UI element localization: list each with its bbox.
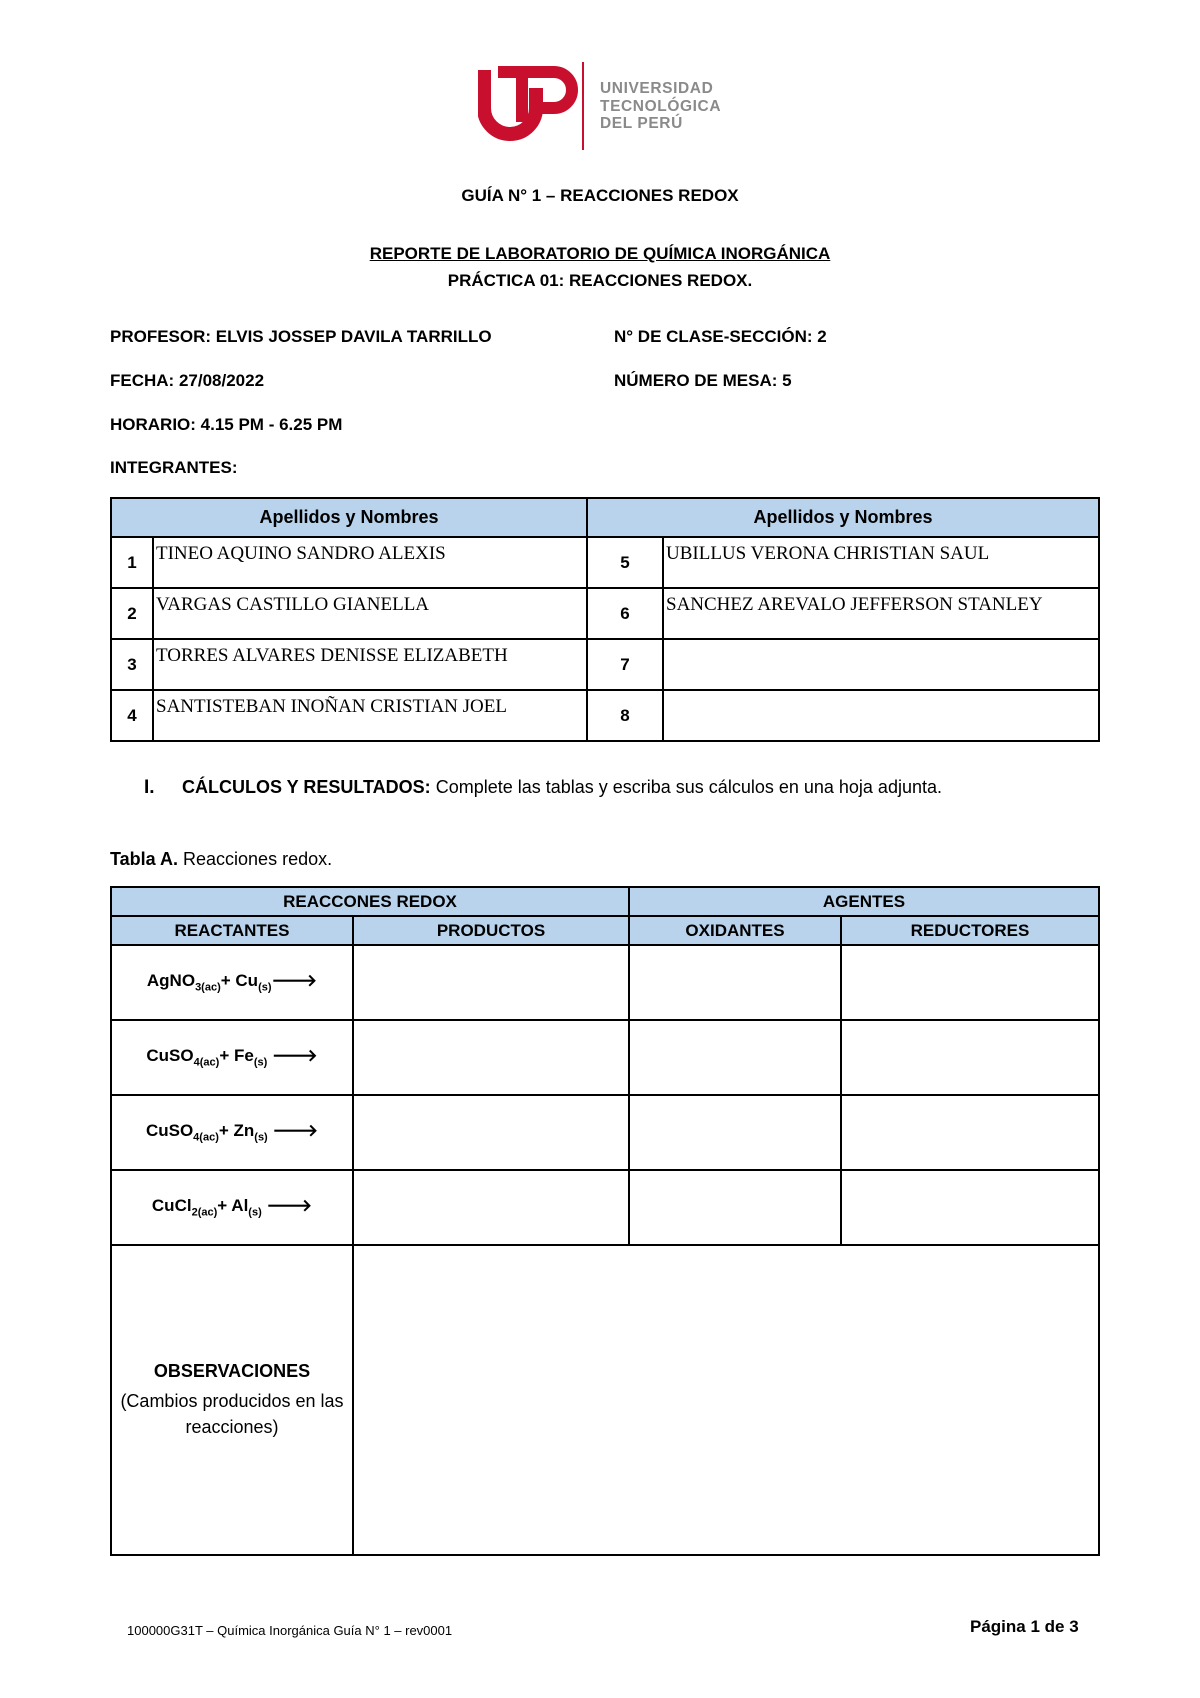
table-row bbox=[111, 1020, 1099, 1095]
reactant-b-sub: (s) bbox=[248, 1206, 262, 1219]
table-row bbox=[111, 690, 1099, 741]
member-name[interactable]: SANCHEZ AREVALO JEFFERSON STANLEY bbox=[663, 588, 1099, 639]
utp-logo-icon bbox=[478, 62, 588, 150]
reactant-b: + Fe bbox=[219, 1046, 254, 1066]
reactant-b-sub: (s) bbox=[258, 981, 272, 994]
section-text: Complete las tablas y escriba sus cálculos en una hoja adjunta. bbox=[430, 777, 942, 797]
section-body bbox=[182, 777, 942, 798]
reaction-reactants bbox=[111, 1020, 353, 1095]
table-a-caption-text: Reacciones redox. bbox=[178, 849, 333, 869]
member-name[interactable]: UBILLUS VERONA CHRISTIAN SAUL bbox=[663, 537, 1099, 588]
col-oxidants: OXIDANTES bbox=[629, 916, 841, 945]
table-row bbox=[111, 1170, 1099, 1245]
arrow-right-icon: 🡒 bbox=[271, 971, 318, 991]
member-number: 8 bbox=[587, 690, 663, 741]
oxidants-cell[interactable] bbox=[629, 1095, 841, 1170]
member-number: 3 bbox=[111, 639, 153, 690]
member-number: 4 bbox=[111, 690, 153, 741]
reactant-a: CuCl bbox=[151, 1196, 192, 1216]
redox-table bbox=[110, 886, 1100, 1556]
products-cell[interactable] bbox=[353, 1020, 629, 1095]
section-title: CÁLCULOS Y RESULTADOS: bbox=[182, 777, 431, 797]
observations-title: OBSERVACIONES bbox=[153, 1360, 311, 1381]
member-number: 7 bbox=[587, 639, 663, 690]
col-products: PRODUCTOS bbox=[353, 916, 629, 945]
arrow-right-icon: 🡒 bbox=[266, 1196, 313, 1216]
reaction-reactants bbox=[111, 945, 353, 1020]
member-number: 1 bbox=[111, 537, 153, 588]
table-row bbox=[111, 639, 1099, 690]
reactant-a-sub: 4(ac) bbox=[193, 1056, 220, 1069]
reactant-a: CuSO bbox=[145, 1121, 194, 1141]
logo-line-1: UNIVERSIDAD bbox=[600, 80, 714, 97]
products-cell[interactable] bbox=[353, 1095, 629, 1170]
table-a-caption bbox=[110, 849, 332, 870]
report-title: REPORTE DE LABORATORIO DE QUÍMICA INORGÁNICA bbox=[369, 244, 831, 263]
utp-logo bbox=[478, 62, 738, 152]
reaction-reactants bbox=[111, 1095, 353, 1170]
redox-group-row bbox=[111, 887, 1099, 916]
reactant-b-sub: (s) bbox=[253, 1056, 268, 1069]
arrow-right-icon: 🡒 bbox=[272, 1046, 318, 1066]
guide-title: GUÍA N° 1 – REACCIONES REDOX bbox=[461, 186, 739, 205]
reducers-cell[interactable] bbox=[841, 1170, 1099, 1245]
reducers-cell[interactable] bbox=[841, 1020, 1099, 1095]
members-header-left: Apellidos y Nombres bbox=[111, 498, 587, 537]
member-name[interactable] bbox=[663, 639, 1099, 690]
products-cell[interactable] bbox=[353, 1170, 629, 1245]
member-name[interactable]: SANTISTEBAN INOÑAN CRISTIAN JOEL bbox=[153, 690, 587, 741]
reactant-b: + Cu bbox=[220, 971, 259, 991]
oxidants-cell[interactable] bbox=[629, 1020, 841, 1095]
oxidants-cell[interactable] bbox=[629, 1170, 841, 1245]
reaction-reactants bbox=[111, 1170, 353, 1245]
section-field: N° DE CLASE-SECCIÓN: 2 bbox=[614, 327, 827, 346]
observations-label bbox=[111, 1245, 353, 1555]
reducers-cell[interactable] bbox=[841, 1095, 1099, 1170]
practice-title: PRÁCTICA 01: REACCIONES REDOX. bbox=[447, 271, 753, 290]
members-header-row bbox=[111, 498, 1099, 537]
observations-note: (Cambios producidos en las reacciones) bbox=[120, 1390, 344, 1437]
member-name[interactable]: VARGAS CASTILLO GIANELLA bbox=[153, 588, 587, 639]
col-reactants: REACTANTES bbox=[111, 916, 353, 945]
reactant-a: CuSO bbox=[146, 1046, 194, 1066]
member-name[interactable]: TORRES ALVARES DENISSE ELIZABETH bbox=[153, 639, 587, 690]
reactant-b: + Al bbox=[217, 1196, 249, 1216]
reactant-a-sub: 2(ac) bbox=[191, 1206, 218, 1219]
footer-doc-code: 100000G31T – Química Inorgánica Guía N° 1 – rev0001 bbox=[127, 1623, 453, 1638]
table-row bbox=[111, 1095, 1099, 1170]
group-agents: AGENTES bbox=[629, 887, 1099, 916]
products-cell[interactable] bbox=[353, 945, 629, 1020]
professor-field: PROFESOR: ELVIS JOSSEP DAVILA TARRILLO bbox=[110, 327, 492, 346]
redox-header-row bbox=[111, 916, 1099, 945]
member-number: 6 bbox=[587, 588, 663, 639]
oxidants-cell[interactable] bbox=[629, 945, 841, 1020]
reactant-a: AgNO bbox=[146, 971, 196, 991]
table-number-field: NÚMERO DE MESA: 5 bbox=[614, 371, 792, 390]
reducers-cell[interactable] bbox=[841, 945, 1099, 1020]
section-number: I. bbox=[144, 777, 155, 798]
date-field: FECHA: 27/08/2022 bbox=[110, 371, 265, 390]
arrow-right-icon: 🡒 bbox=[272, 1121, 319, 1141]
schedule-field: HORARIO: 4.15 PM - 6.25 PM bbox=[110, 415, 343, 434]
reactant-b-sub: (s) bbox=[254, 1131, 268, 1144]
members-header-right: Apellidos y Nombres bbox=[587, 498, 1099, 537]
observations-cell[interactable] bbox=[353, 1245, 1099, 1555]
university-name bbox=[600, 80, 721, 133]
logo-line-2: TECNOLÓGICA bbox=[600, 97, 722, 115]
col-reducers: REDUCTORES bbox=[841, 916, 1099, 945]
member-number: 5 bbox=[587, 537, 663, 588]
table-row bbox=[111, 588, 1099, 639]
table-a-caption-bold: Tabla A. bbox=[110, 849, 179, 869]
reactant-b: + Zn bbox=[218, 1121, 255, 1141]
members-label: INTEGRANTES: bbox=[110, 458, 238, 477]
member-name[interactable]: TINEO AQUINO SANDRO ALEXIS bbox=[153, 537, 587, 588]
table-row bbox=[111, 945, 1099, 1020]
table-row bbox=[111, 537, 1099, 588]
member-name[interactable] bbox=[663, 690, 1099, 741]
observations-row bbox=[111, 1245, 1099, 1555]
logo-line-3: DEL PERÚ bbox=[600, 115, 683, 132]
member-number: 2 bbox=[111, 588, 153, 639]
footer-page-number: Página 1 de 3 bbox=[970, 1617, 1079, 1636]
reactant-a-sub: 4(ac) bbox=[193, 1131, 219, 1144]
reactant-a-sub: 3(ac) bbox=[195, 981, 221, 994]
members-table bbox=[110, 497, 1100, 742]
group-redox: REACCONES REDOX bbox=[111, 887, 629, 916]
